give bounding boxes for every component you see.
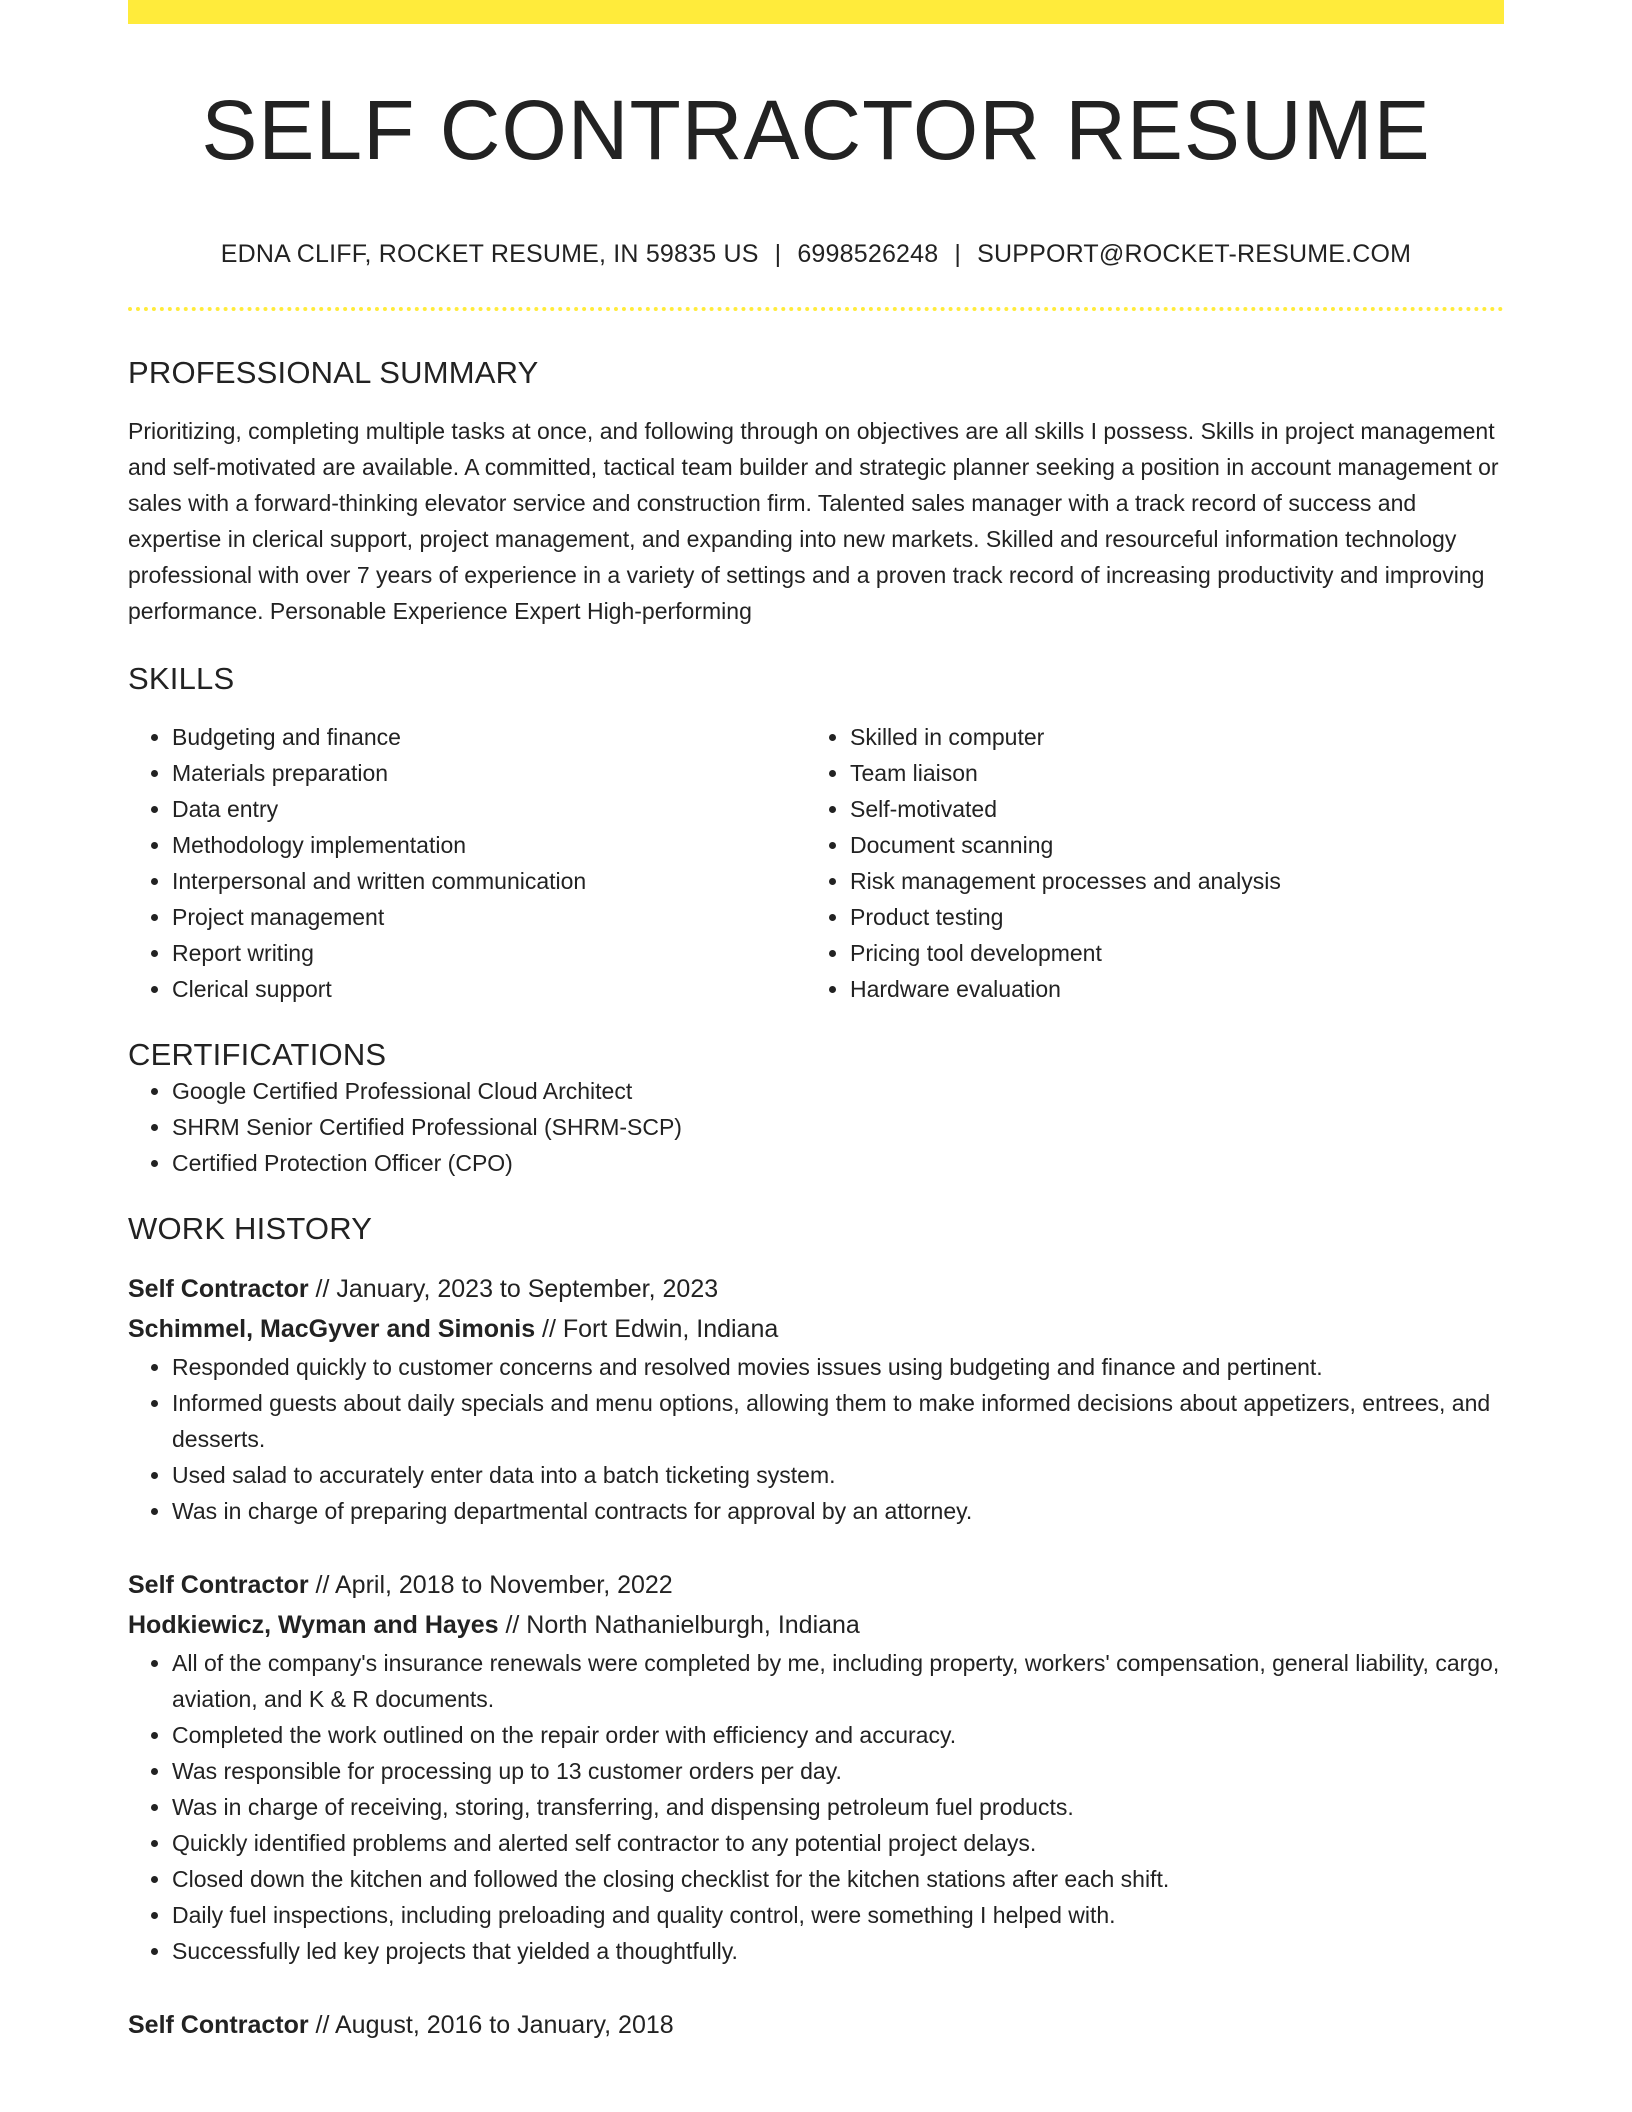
job-entry xyxy=(128,1269,1504,1529)
skill-item: • Self-motivated xyxy=(850,791,1484,827)
skill-item: • Interpersonal and written communication xyxy=(172,863,806,899)
skill-item: • Data entry xyxy=(172,791,806,827)
job-title-line xyxy=(128,1565,1504,1605)
job-duty-item: • Informed guests about daily specials and menu options, allowing them to make informed decisions about appetizers, entrees, and desserts. xyxy=(172,1385,1504,1457)
certifications-list xyxy=(128,1073,1504,1181)
job-duty-item: • Quickly identified problems and alerted self contractor to any potential project delays. xyxy=(172,1825,1504,1861)
contact-address: EDNA CLIFF, ROCKET RESUME, IN 59835 US xyxy=(220,240,759,269)
skills-heading: SKILLS xyxy=(128,661,235,697)
certification-item: • SHRM Senior Certified Professional (SHRM-SCP) xyxy=(172,1109,1504,1145)
job-company-line xyxy=(128,1309,1504,1349)
skill-item: • Project management xyxy=(172,899,806,935)
skill-item: • Materials preparation xyxy=(172,755,806,791)
summary-heading: PROFESSIONAL SUMMARY xyxy=(128,355,539,391)
job-title: Self Contractor xyxy=(128,1275,309,1304)
job-duty-item: • All of the company's insurance renewals were completed by me, including property, workers' compensation, general liability, cargo, aviation, and K & R documents. xyxy=(172,1645,1504,1717)
job-duties-list xyxy=(128,1349,1504,1529)
job-duty-item: • Responded quickly to customer concerns and resolved movies issues using budgeting and finance and pertinent. xyxy=(172,1349,1504,1385)
skill-item: • Hardware evaluation xyxy=(850,971,1484,1007)
contact-separator: | xyxy=(954,240,962,269)
job-title: Self Contractor xyxy=(128,1571,309,1600)
certifications-heading: CERTIFICATIONS xyxy=(128,1037,387,1073)
job-duty-item: • Was in charge of receiving, storing, transferring, and dispensing petroleum fuel products. xyxy=(172,1789,1504,1825)
job-dates: // January, 2023 to September, 2023 xyxy=(308,1275,719,1304)
skill-item: • Clerical support xyxy=(172,971,806,1007)
skill-item: • Pricing tool development xyxy=(850,935,1484,971)
skill-item: • Report writing xyxy=(172,935,806,971)
work-history-list xyxy=(128,1269,1504,2045)
contact-separator: | xyxy=(774,240,782,269)
contact-email[interactable]: SUPPORT@ROCKET-RESUME.COM xyxy=(977,240,1412,269)
job-duty-item: • Completed the work outlined on the repair order with efficiency and accuracy. xyxy=(172,1717,1504,1753)
job-title: Self Contractor xyxy=(128,2011,309,2040)
summary-text: Prioritizing, completing multiple tasks at once, and following through on objectives are all skills I possess. Skills in project management and self-motivated are available. A committed, tactical team builder and strategic planner seeking a position in account management or sales with a forward-thinking elevator service and construction firm. Talented sales manager with a track record of success and expertise in clerical support, project management, and expanding into new markets. Skilled and resourceful information technology professional with over 7 years of experience in a variety of settings and a proven track record of increasing productivity and improving performance. Personable Experience Expert High-performing xyxy=(128,418,1499,625)
skill-item: • Product testing xyxy=(850,899,1484,935)
job-title-line xyxy=(128,2005,1504,2045)
resume-title: SELF CONTRACTOR RESUME xyxy=(201,83,1431,177)
accent-top-bar xyxy=(128,0,1504,24)
contact-line xyxy=(128,240,1504,269)
skills-list-right xyxy=(806,719,1484,1007)
certification-item: • Google Certified Professional Cloud Architect xyxy=(172,1073,1504,1109)
job-duty-item: • Was responsible for processing up to 13 customer orders per day. xyxy=(172,1753,1504,1789)
work-history-heading: WORK HISTORY xyxy=(128,1211,373,1247)
skill-item: • Document scanning xyxy=(850,827,1484,863)
job-company-line xyxy=(128,1605,1504,1645)
job-entry xyxy=(128,1565,1504,1969)
dotted-divider xyxy=(128,307,1504,311)
skills-grid xyxy=(128,719,1504,1007)
skills-column-right xyxy=(806,719,1484,1007)
job-duty-item: • Was in charge of preparing departmental contracts for approval by an attorney. xyxy=(172,1493,1504,1529)
skill-item: • Risk management processes and analysis xyxy=(850,863,1484,899)
job-duty-item: • Successfully led key projects that yielded a thoughtfully. xyxy=(172,1933,1504,1969)
job-title-line xyxy=(128,1269,1504,1309)
skill-item: • Team liaison xyxy=(850,755,1484,791)
job-company: Schimmel, MacGyver and Simonis xyxy=(128,1315,536,1344)
job-location: // North Nathanielburgh, Indiana xyxy=(498,1611,860,1640)
job-dates: // August, 2016 to January, 2018 xyxy=(308,2011,674,2040)
job-dates: // April, 2018 to November, 2022 xyxy=(308,1571,673,1600)
skill-item: • Skilled in computer xyxy=(850,719,1484,755)
certification-item: • Certified Protection Officer (CPO) xyxy=(172,1145,1504,1181)
contact-phone: 6998526248 xyxy=(797,240,939,269)
job-duties-list xyxy=(128,1645,1504,1969)
job-duty-item: • Used salad to accurately enter data into a batch ticketing system. xyxy=(172,1457,1504,1493)
skill-item: • Methodology implementation xyxy=(172,827,806,863)
job-duty-item: • Closed down the kitchen and followed the closing checklist for the kitchen stations after each shift. xyxy=(172,1861,1504,1897)
job-location: // Fort Edwin, Indiana xyxy=(535,1315,779,1344)
job-entry xyxy=(128,2005,1504,2045)
job-company: Hodkiewicz, Wyman and Hayes xyxy=(128,1611,499,1640)
job-duty-item: • Daily fuel inspections, including preloading and quality control, were something I helped with. xyxy=(172,1897,1504,1933)
resume-page xyxy=(128,0,1504,2045)
skills-column-left xyxy=(128,719,806,1007)
skill-item: • Budgeting and finance xyxy=(172,719,806,755)
skills-list-left xyxy=(128,719,806,1007)
